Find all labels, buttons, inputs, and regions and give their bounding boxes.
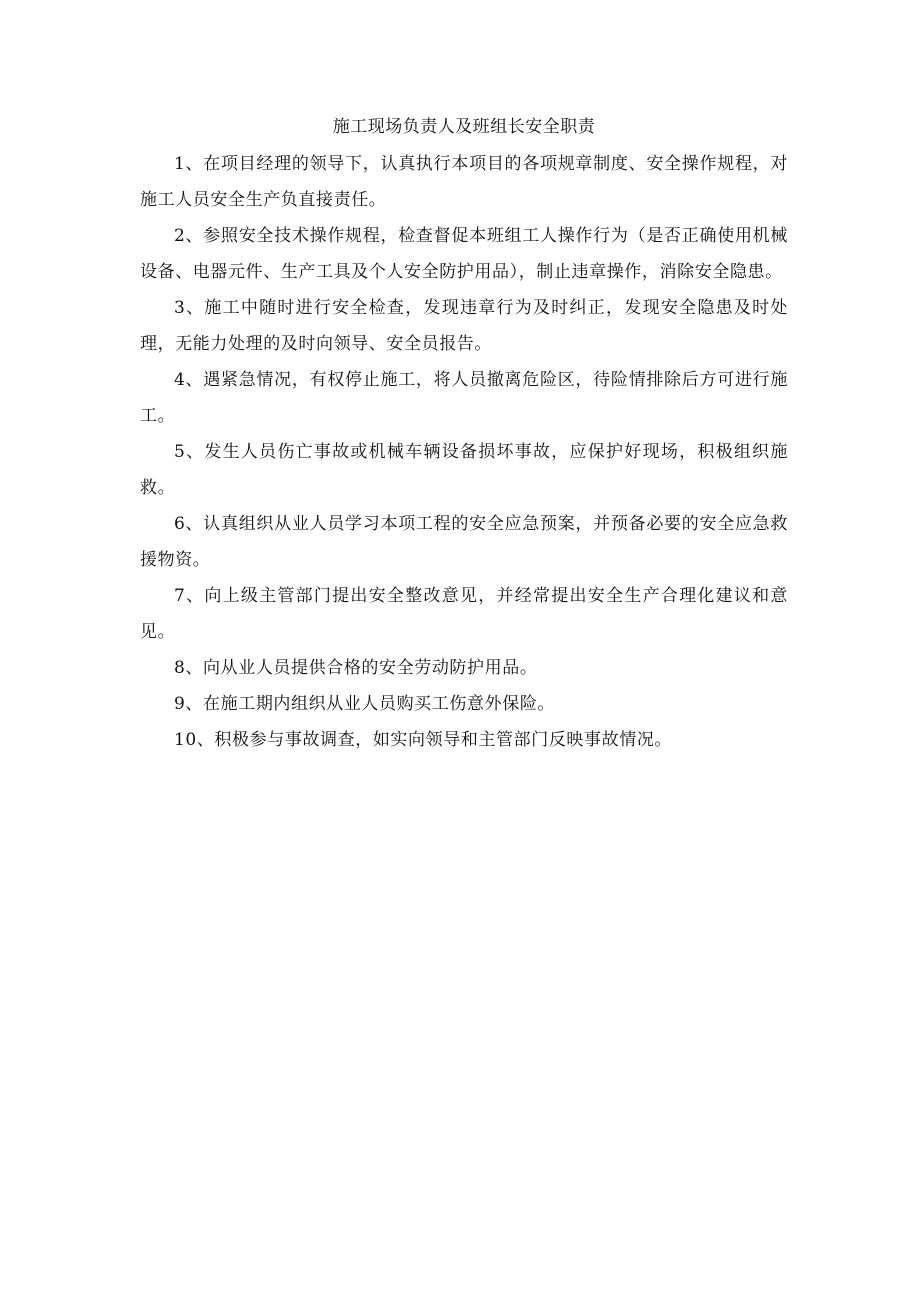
duty-item-3: 3、施工中随时进行安全检查，发现违章行为及时纠正，发现安全隐患及时处理，无能力处理的及时向领导、安全员报告。 bbox=[140, 298, 788, 354]
duty-item-7: 7、向上级主管部门提出安全整改意见，并经常提出安全生产合理化建议和意见。 bbox=[140, 586, 788, 642]
duty-item-10: 10、积极参与事故调查，如实向领导和主管部门反映事故情况。 bbox=[174, 730, 673, 750]
duty-item-9: 9、在施工期内组织从业人员购买工伤意外保险。 bbox=[174, 694, 556, 714]
document-page bbox=[140, 112, 788, 758]
duty-item-4: 4、遇紧急情况，有权停止施工，将人员撤离危险区，待险情排除后方可进行施工。 bbox=[140, 370, 788, 426]
duty-item-2: 2、参照安全技术操作规程，检查督促本班组工人操作行为（是否正确使用机械设备、电器元件、生产工具及个人安全防护用品），制止违章操作，消除安全隐患。 bbox=[140, 226, 788, 282]
duty-item-6: 6、认真组织从业人员学习本项工程的安全应急预案，并预备必要的安全应急救援物资。 bbox=[140, 514, 788, 570]
duty-item-8: 8、向从业人员提供合格的安全劳动防护用品。 bbox=[174, 658, 538, 678]
duty-item-5: 5、发生人员伤亡事故或机械车辆设备损坏事故，应保护好现场，积极组织施救。 bbox=[140, 442, 788, 498]
document-title: 施工现场负责人及班组长安全职责 bbox=[332, 117, 596, 137]
duty-item-1: 1、在项目经理的领导下，认真执行本项目的各项规章制度、安全操作规程，对施工人员安全生产负直接责任。 bbox=[140, 154, 788, 210]
